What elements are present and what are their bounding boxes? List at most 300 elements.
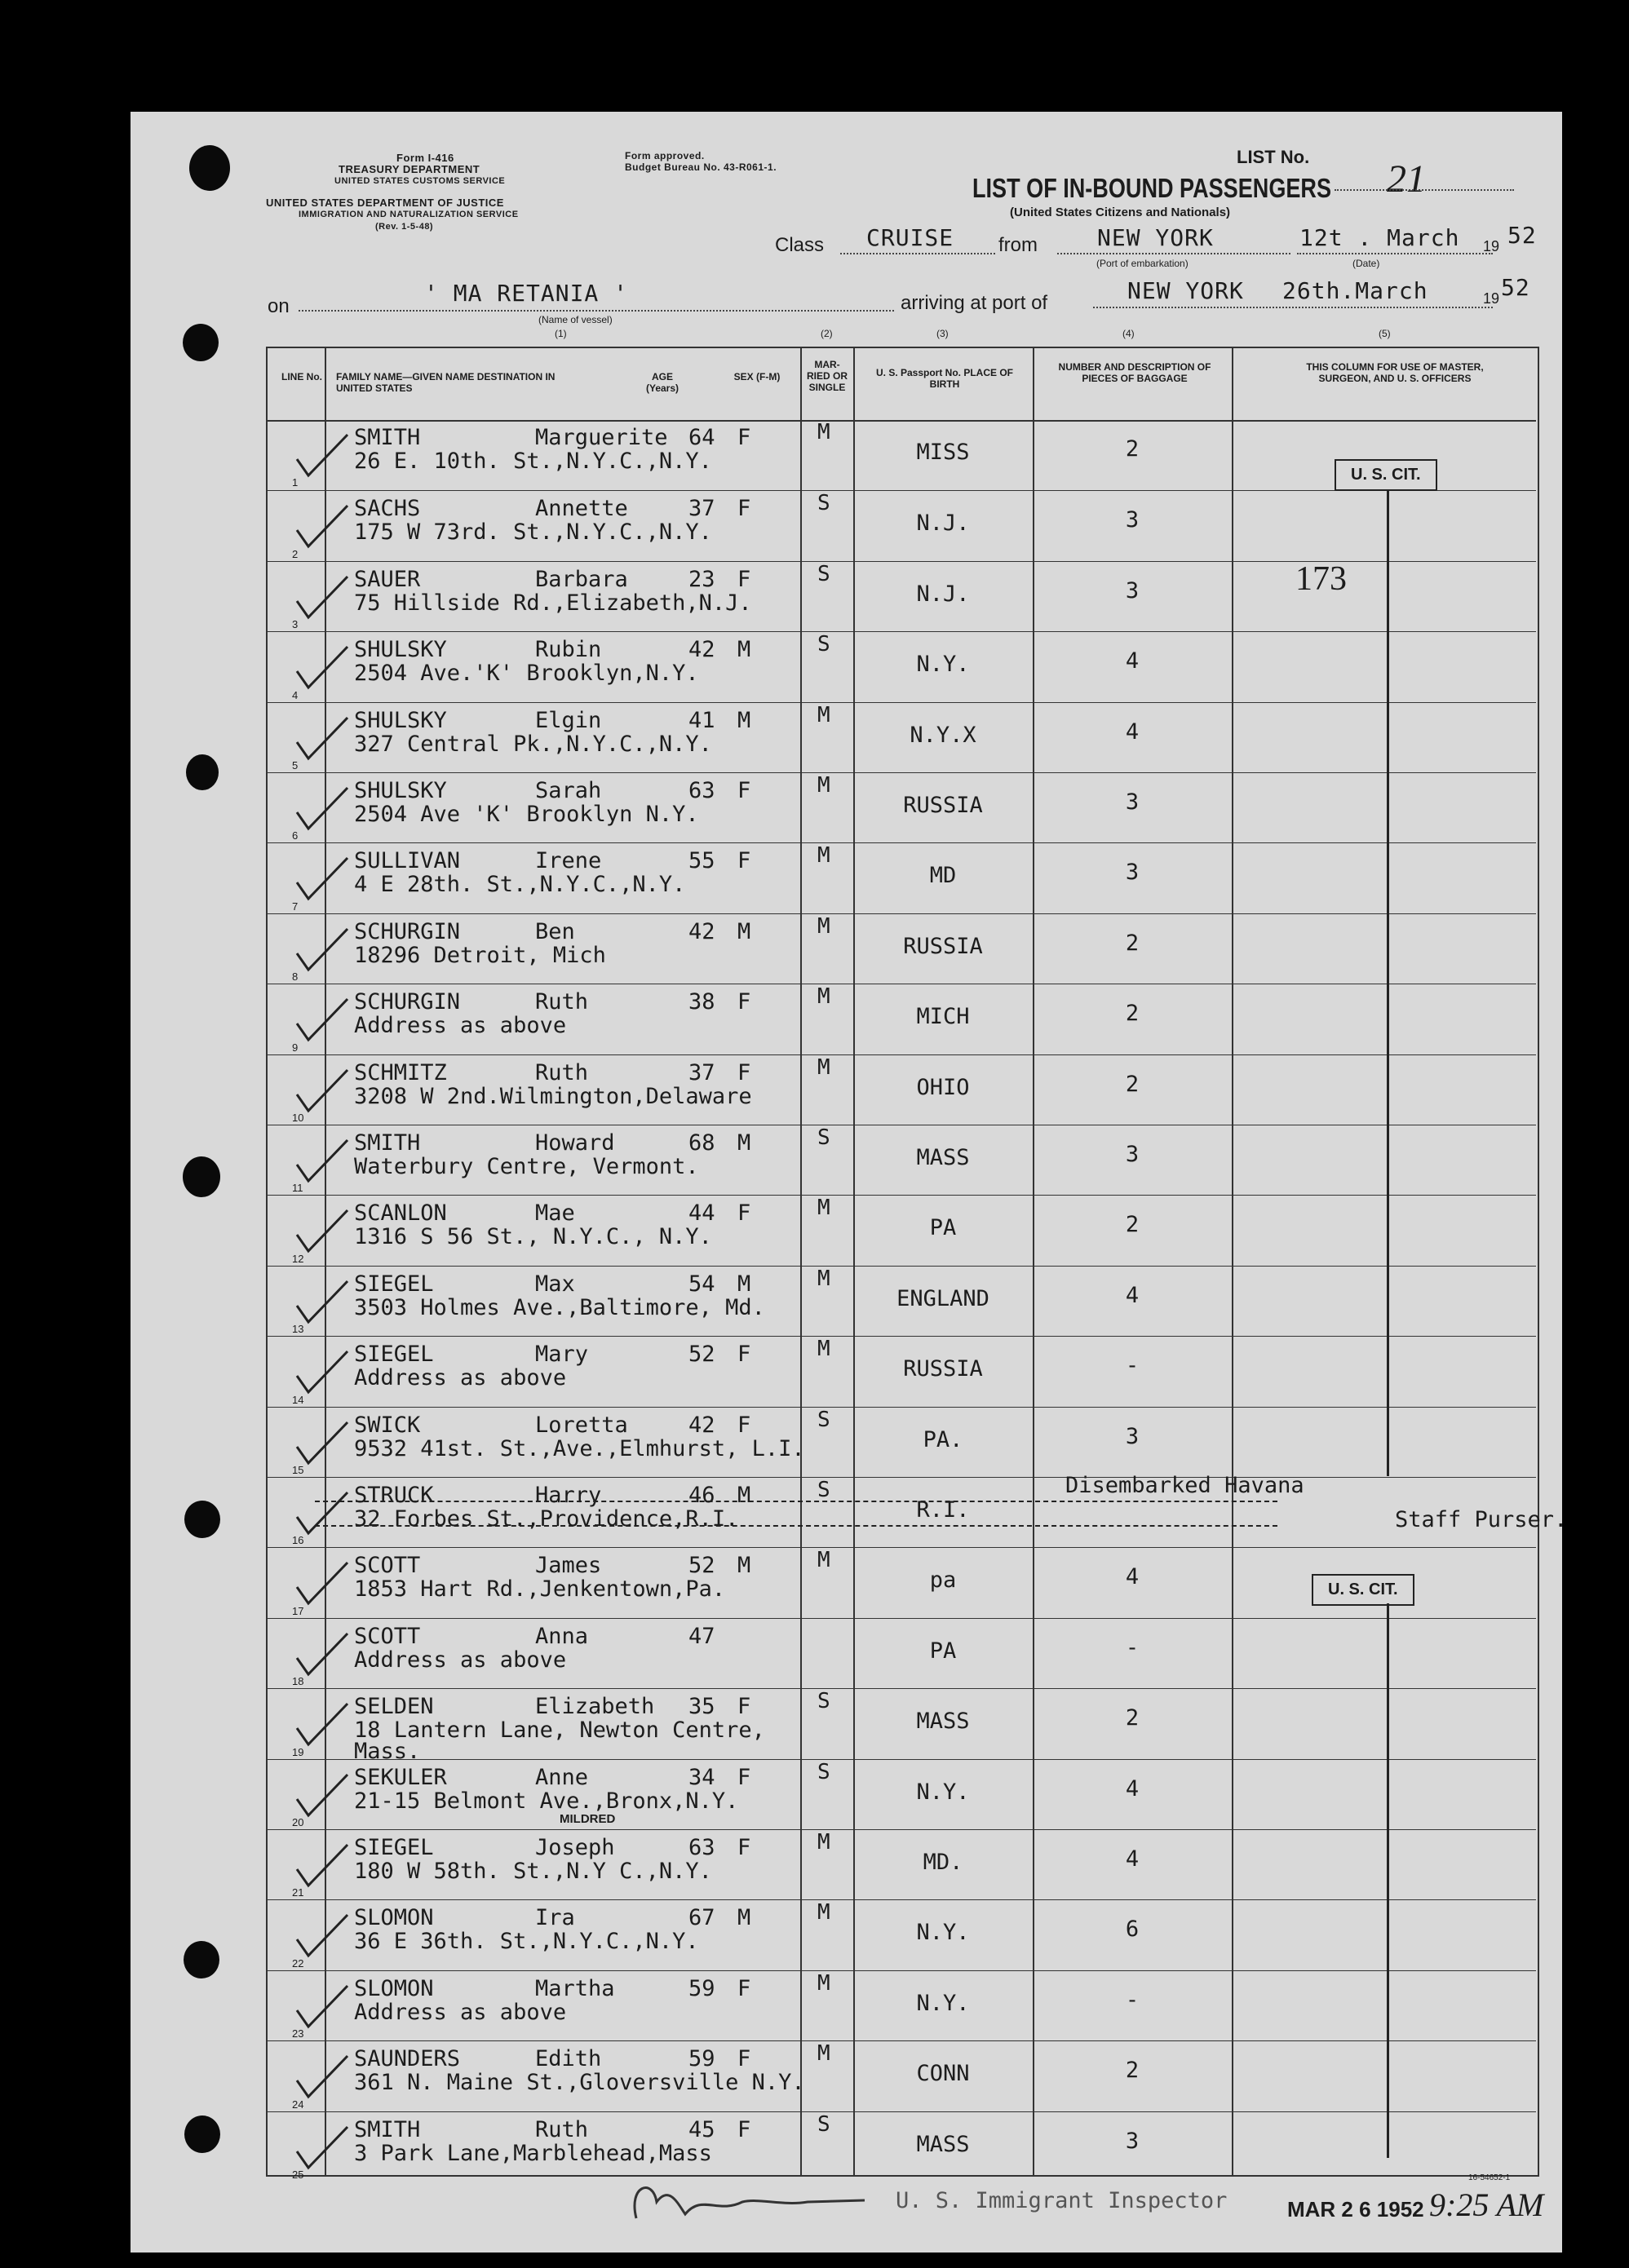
check-mark-icon (294, 855, 351, 904)
surname: SHULSKY (354, 637, 447, 663)
birthplace: N.Y. (916, 652, 970, 678)
line-number: 1 (292, 476, 299, 489)
baggage-count: 4 (1125, 1282, 1140, 1308)
form-title: LIST OF IN-BOUND PASSENGERS (972, 173, 1332, 203)
given-name: Ruth (535, 1059, 589, 1085)
marital-status: M (817, 1337, 830, 1362)
birthplace: pa (929, 1567, 957, 1594)
line-number: 19 (292, 1745, 304, 1758)
table-row (266, 702, 1536, 773)
marital-status: M (817, 1196, 830, 1221)
birthplace: N.Y.X (910, 722, 976, 748)
baggage-count: 4 (1125, 648, 1140, 674)
strike-line (315, 1501, 1277, 1502)
address: 3503 Holmes Ave.,Baltimore, Md. (354, 1294, 765, 1320)
table-row (266, 842, 1536, 913)
marital-status: S (817, 561, 830, 586)
given-name: Loretta (535, 1412, 628, 1438)
given-name: Ira (535, 1905, 575, 1931)
table-row (266, 1125, 1536, 1196)
given-name: Ruth (535, 2116, 589, 2142)
check-mark-icon (294, 1278, 351, 1327)
sex: F (737, 566, 751, 592)
line-number: 8 (292, 970, 299, 984)
marital-status: M (817, 1266, 830, 1291)
check-mark-icon (294, 1348, 351, 1397)
sex: M (737, 707, 751, 733)
line-number: 3 (292, 618, 299, 631)
check-mark-icon (294, 1419, 351, 1468)
marital-status: S (817, 1478, 830, 1502)
birthplace: ENGLAND (896, 1285, 989, 1311)
age: 44 (688, 1200, 715, 1227)
marital-status: M (817, 1830, 830, 1855)
check-mark-icon (294, 2124, 351, 2173)
year-prefix: 19 (1483, 290, 1500, 307)
punch-hole (184, 2115, 220, 2153)
list-no-value: 21 (1387, 157, 1426, 201)
birthplace: N.J. (916, 511, 970, 537)
birthplace: MICH (916, 1004, 970, 1030)
given-name: Irene (535, 848, 602, 874)
age: 23 (688, 566, 715, 592)
table-row (266, 1899, 1536, 1970)
given-name: Mary (535, 1342, 589, 1368)
table-row (266, 2040, 1536, 2111)
class-label: Class (775, 234, 825, 256)
baggage-header: NUMBER AND DESCRIPTION OF PIECES OF BAGGAGE (1058, 361, 1211, 384)
age: 37 (688, 1059, 715, 1085)
line-number: 5 (292, 758, 299, 771)
justice-name: UNITED STATES DEPARTMENT OF JUSTICE (266, 197, 504, 209)
list-no-label: LIST No. (1237, 147, 1310, 167)
age: 46 (688, 1483, 715, 1508)
time-handwritten: 9:25 AM (1429, 2186, 1544, 2223)
given-name: Martha (535, 1975, 615, 2001)
form-subtitle: (United States Citizens and Nationals) (1010, 206, 1231, 219)
age: 64 (688, 425, 715, 450)
given-name: Sarah (535, 778, 602, 803)
inspector-label: U. S. Immigrant Inspector (896, 2188, 1228, 2213)
baggage-count: 3 (1125, 860, 1140, 886)
address: Address as above (354, 1647, 567, 1673)
staff-purser: Staff Purser. (1395, 1507, 1568, 1532)
sex: M (737, 1905, 751, 1931)
surname: SAUER (354, 566, 421, 592)
line-number: 14 (292, 1393, 304, 1406)
surname: SACHS (354, 496, 421, 522)
birthplace: MISS (916, 440, 970, 465)
address: 4 E 28th. St.,N.Y.C.,N.Y. (354, 872, 686, 898)
address: 18296 Detroit, Mich (354, 942, 606, 968)
surname: SCHMITZ (354, 1059, 447, 1085)
age: 34 (688, 1764, 715, 1790)
marital-status: S (817, 1407, 830, 1432)
line-number: 13 (292, 1323, 304, 1336)
check-mark-icon (294, 643, 351, 692)
sex: M (737, 1483, 751, 1508)
address: 361 N. Maine St.,Gloversville N.Y. (354, 2070, 805, 2096)
age: 47 (688, 1623, 715, 1649)
from-label: from (998, 234, 1038, 256)
address: 21-15 Belmont Ave.,Bronx,N.Y. (354, 1788, 739, 1814)
punch-hole (186, 754, 219, 790)
sex: F (737, 1412, 751, 1438)
address: 36 E 36th. St.,N.Y.C.,N.Y. (354, 1929, 699, 1955)
check-mark-icon (294, 996, 351, 1045)
check-mark-icon (294, 1207, 351, 1256)
surname: SIEGEL (354, 1342, 434, 1368)
baggage-count: 2 (1125, 1705, 1140, 1731)
baggage-count: 4 (1125, 1775, 1140, 1802)
check-mark-icon (294, 714, 351, 763)
check-mark-icon (294, 1700, 351, 1749)
sex: M (737, 637, 751, 663)
given-name: Elizabeth (535, 1694, 655, 1720)
age: 54 (688, 1271, 715, 1297)
age: 63 (688, 778, 715, 803)
date-caption: (Date) (1352, 258, 1380, 269)
birthplace: N.Y. (916, 1920, 970, 1946)
sex: F (737, 1342, 751, 1368)
arrival-date-1: 12t . March (1299, 224, 1460, 251)
baggage-count: 3 (1125, 789, 1140, 815)
passport-header: U. S. Passport No. PLACE OF BIRTH (875, 367, 1014, 390)
check-mark-icon (294, 785, 351, 833)
baggage-count: 3 (1125, 577, 1140, 603)
given-name: Anna (535, 1623, 589, 1649)
form-approved: Form approved. (625, 150, 705, 161)
arriving-label: arriving at port of (901, 292, 1048, 314)
col-number: (1) (555, 328, 567, 339)
sex: M (737, 1130, 751, 1156)
age: 63 (688, 1835, 715, 1860)
punch-hole (184, 1941, 219, 1978)
marital-status: M (817, 773, 830, 798)
surname: SIEGEL (354, 1835, 434, 1860)
baggage-count: 4 (1125, 718, 1140, 745)
baggage-count: 2 (1125, 930, 1140, 956)
table-row (266, 1970, 1536, 2041)
given-name: Anne (535, 1764, 589, 1790)
line-number: 24 (292, 2098, 304, 2111)
marital-status: M (817, 913, 830, 939)
birthplace: MD (929, 863, 957, 889)
address: 1853 Hart Rd.,Jenkentown,Pa. (354, 1576, 726, 1603)
address: 18 Lantern Lane, Newton Centre, Mass. (354, 1718, 765, 1765)
age: 67 (688, 1905, 715, 1931)
marital-status: S (817, 491, 830, 516)
punch-hole (184, 1501, 220, 1538)
surname: SCANLON (354, 1200, 447, 1227)
line-number: 21 (292, 1886, 304, 1899)
budget-bureau: Budget Bureau No. 43-R061-1. (625, 161, 777, 173)
birthplace: PA (929, 1215, 957, 1241)
sex: F (737, 1200, 751, 1227)
line-number: 10 (292, 1111, 304, 1124)
table-row (266, 1336, 1536, 1407)
passenger-count: 173 (1295, 560, 1347, 598)
age: 52 (688, 1342, 715, 1368)
table-row (266, 1477, 1536, 1548)
dept-name: TREASURY DEPARTMENT (339, 163, 480, 175)
sex: F (737, 2116, 751, 2142)
address: 180 W 58th. St.,N.Y C.,N.Y. (354, 1859, 712, 1884)
surname: SEKULER (354, 1764, 447, 1790)
birthplace: MASS (916, 2131, 970, 2157)
punch-hole (189, 145, 230, 191)
marital-status: M (817, 843, 830, 869)
revision: (Rev. 1-5-48) (375, 222, 434, 232)
year-prefix: 19 (1483, 238, 1500, 254)
age: 41 (688, 707, 715, 733)
check-mark-icon (294, 2053, 351, 2102)
surname: SCOTT (354, 1553, 421, 1579)
inspector-signature (620, 2169, 865, 2235)
surname: SHULSKY (354, 707, 447, 733)
given-name: Harry (535, 1483, 602, 1508)
surname: SHULSKY (354, 778, 447, 803)
sex: F (737, 1694, 751, 1720)
address: 26 E. 10th. St.,N.Y.C.,N.Y. (354, 449, 712, 474)
address: 2504 Ave.'K' Brooklyn,N.Y. (354, 661, 699, 687)
check-mark-icon (294, 573, 351, 622)
baggage-count: 3 (1125, 1142, 1140, 1167)
baggage-count: 2 (1125, 436, 1140, 462)
baggage-count: 4 (1125, 1846, 1140, 1872)
line-number: 11 (292, 1182, 303, 1195)
check-mark-icon (294, 1630, 351, 1679)
marital-status: M (817, 420, 830, 444)
line-number: 7 (292, 900, 299, 913)
arrival-date-2: 26th.March (1282, 277, 1428, 304)
check-mark-icon (294, 1559, 351, 1608)
surname: SCHURGIN (354, 989, 461, 1015)
surname: SAUNDERS (354, 2046, 461, 2072)
table-row (266, 1054, 1536, 1125)
from-value: NEW YORK (1097, 224, 1214, 251)
vessel-caption: (Name of vessel) (538, 314, 613, 325)
marital-status: M (817, 1054, 830, 1080)
address: 32 Forbes St.,Providence,R.I. (354, 1506, 739, 1532)
baggage-count: 2 (1125, 2058, 1140, 2084)
table-row (266, 913, 1536, 984)
check-mark-icon (294, 431, 351, 480)
sex: F (737, 496, 751, 522)
sex: F (737, 1059, 751, 1085)
line-number: 16 (292, 1534, 304, 1547)
sex: F (737, 1764, 751, 1790)
col-number: (4) (1122, 328, 1135, 339)
birthplace: CONN (916, 2061, 970, 2087)
given-name: Max (535, 1271, 575, 1297)
check-mark-icon (294, 1912, 351, 1961)
baggage-count: 3 (1125, 1423, 1140, 1449)
marital-status: S (817, 1125, 830, 1150)
table-row (266, 1829, 1536, 1900)
address: 327 Central Pk.,N.Y.C.,N.Y. (354, 731, 712, 757)
baggage-count: 2 (1125, 1071, 1140, 1097)
vessel-name: ' MA RETANIA ' (424, 280, 629, 307)
address: Address as above (354, 1365, 567, 1391)
punch-hole (183, 1156, 220, 1197)
baggage-count: 4 (1125, 1564, 1140, 1590)
check-mark-icon (294, 1771, 351, 1820)
ins-name: IMMIGRATION AND NATURALIZATION SERVICE (299, 210, 519, 219)
baggage-count: - (1125, 1634, 1140, 1660)
table-row (266, 1407, 1536, 1478)
age: 38 (688, 989, 715, 1015)
surname: SULLIVAN (354, 848, 461, 874)
sex: M (737, 1553, 751, 1579)
birthplace: RUSSIA (903, 1356, 983, 1382)
sex: M (737, 918, 751, 944)
birthplace: MASS (916, 1709, 970, 1735)
given-name: Ben (535, 918, 575, 944)
form-code: 16-54652-1 (1468, 2173, 1511, 2182)
sex: F (737, 989, 751, 1015)
address: 3 Park Lane,Marblehead,Mass (354, 2140, 712, 2166)
marital-status: S (817, 2111, 830, 2137)
check-mark-icon (294, 1983, 351, 2031)
marital-status: M (817, 702, 830, 727)
address: 1316 S 56 St., N.Y.C., N.Y. (354, 1224, 712, 1250)
address: 9532 41st. St.,Ave.,Elmhurst, L.I. (354, 1435, 805, 1461)
address: Address as above (354, 1013, 567, 1039)
line-number: 25 (292, 2168, 304, 2181)
check-mark-icon (294, 1841, 351, 1890)
birthplace: OHIO (916, 1074, 970, 1100)
form-number: Form I-416 (396, 152, 454, 164)
baggage-count: 2 (1125, 1212, 1140, 1238)
table-row (266, 984, 1536, 1054)
birthplace: PA. (923, 1426, 963, 1452)
age: 37 (688, 496, 715, 522)
disembarked-note: Disembarked Havana (1065, 1473, 1304, 1498)
table-row (266, 1618, 1536, 1689)
table-row (266, 1759, 1536, 1830)
sex: M (737, 1271, 751, 1297)
baggage-count: - (1125, 1987, 1140, 2013)
given-name: James (535, 1553, 602, 1579)
address: Waterbury Centre, Vermont. (354, 1154, 699, 1179)
given-name: Annette (535, 496, 628, 522)
us-citizen-stamp-2: U. S. CIT. (1312, 1574, 1414, 1606)
sex: F (737, 778, 751, 803)
baggage-count: - (1125, 1353, 1140, 1379)
arrival-year-2: 52 (1501, 274, 1530, 301)
line-number: 18 (292, 1675, 304, 1688)
line-number: 6 (292, 829, 299, 842)
marital-status: M (817, 1900, 830, 1925)
line-number: 17 (292, 1604, 304, 1617)
date-stamp: MAR 2 6 1952 (1287, 2197, 1424, 2222)
line-number: 4 (292, 688, 299, 701)
from-caption: (Port of embarkation) (1096, 258, 1189, 269)
sex: F (737, 2046, 751, 2072)
given-name: Joseph (535, 1835, 615, 1860)
marital-status: S (817, 1759, 830, 1784)
marital-status: M (817, 1970, 830, 1996)
baggage-count: 6 (1125, 1917, 1140, 1943)
surname: SWICK (354, 1412, 421, 1438)
col-number: (2) (821, 328, 833, 339)
birthplace: PA (929, 1638, 957, 1664)
address: Address as above (354, 1999, 567, 2025)
us-citizen-stamp: U. S. CIT. (1335, 459, 1437, 491)
arrival-year-1: 52 (1507, 222, 1537, 249)
surname: SMITH (354, 425, 421, 450)
col-number: (5) (1379, 328, 1391, 339)
table-row (266, 2111, 1536, 2182)
age: 35 (688, 1694, 715, 1720)
line-number: 20 (292, 1815, 304, 1828)
port-value: NEW YORK (1127, 277, 1244, 304)
surname: SCOTT (354, 1623, 421, 1649)
marital-status: M (817, 984, 830, 1010)
age: 68 (688, 1130, 715, 1156)
check-mark-icon (294, 926, 351, 975)
surname: SELDEN (354, 1694, 434, 1720)
check-mark-icon (294, 1137, 351, 1186)
birthplace: N.Y. (916, 1990, 970, 2016)
line-number: 12 (292, 1252, 304, 1265)
line-number: 22 (292, 1956, 304, 1970)
check-mark-icon (294, 1067, 351, 1116)
surname: SCHURGIN (354, 918, 461, 944)
age-header: AGE (Years) (645, 371, 679, 394)
table-row (266, 1266, 1536, 1337)
officers-header: THIS COLUMN FOR USE OF MASTER, SURGEON, AND U. S. OFFICERS (1306, 361, 1484, 384)
given-name: Elgin (535, 707, 602, 733)
line-number: 23 (292, 2027, 304, 2040)
birthplace: R.I. (916, 1497, 970, 1523)
given-name: Marguerite (535, 425, 668, 450)
marital-status: M (817, 1548, 830, 1573)
address: 2504 Ave 'K' Brooklyn N.Y. (354, 802, 699, 827)
given-name: Barbara (535, 566, 628, 592)
sex: F (737, 848, 751, 874)
age: 45 (688, 2116, 715, 2142)
surname: STRUCK (354, 1483, 434, 1508)
table-row (266, 772, 1536, 843)
age: 42 (688, 637, 715, 663)
surname: SIEGEL (354, 1271, 434, 1297)
marital-status: M (817, 2041, 830, 2067)
married-header: MAR-RIED OR SINGLE (806, 359, 848, 393)
table-row (266, 1688, 1536, 1765)
birthplace: MASS (916, 1145, 970, 1170)
baggage-count: 2 (1125, 1001, 1140, 1027)
age: 59 (688, 2046, 715, 2072)
table-row (266, 631, 1536, 702)
age: 42 (688, 1412, 715, 1438)
age: 59 (688, 1975, 715, 2001)
address: 175 W 73rd. St.,N.Y.C.,N.Y. (354, 519, 712, 546)
birthplace: N.J. (916, 581, 970, 607)
check-mark-icon (294, 502, 351, 551)
customs-name: UNITED STATES CUSTOMS SERVICE (334, 176, 506, 186)
line-number: 15 (292, 1463, 304, 1476)
given-name: Mae (535, 1200, 575, 1227)
sex: F (737, 1835, 751, 1860)
punch-hole (183, 324, 219, 361)
on-label: on (268, 295, 290, 317)
age: 52 (688, 1553, 715, 1579)
given-name: Rubin (535, 637, 602, 663)
surname: SLOMON (354, 1905, 434, 1931)
surname: SMITH (354, 2116, 421, 2142)
